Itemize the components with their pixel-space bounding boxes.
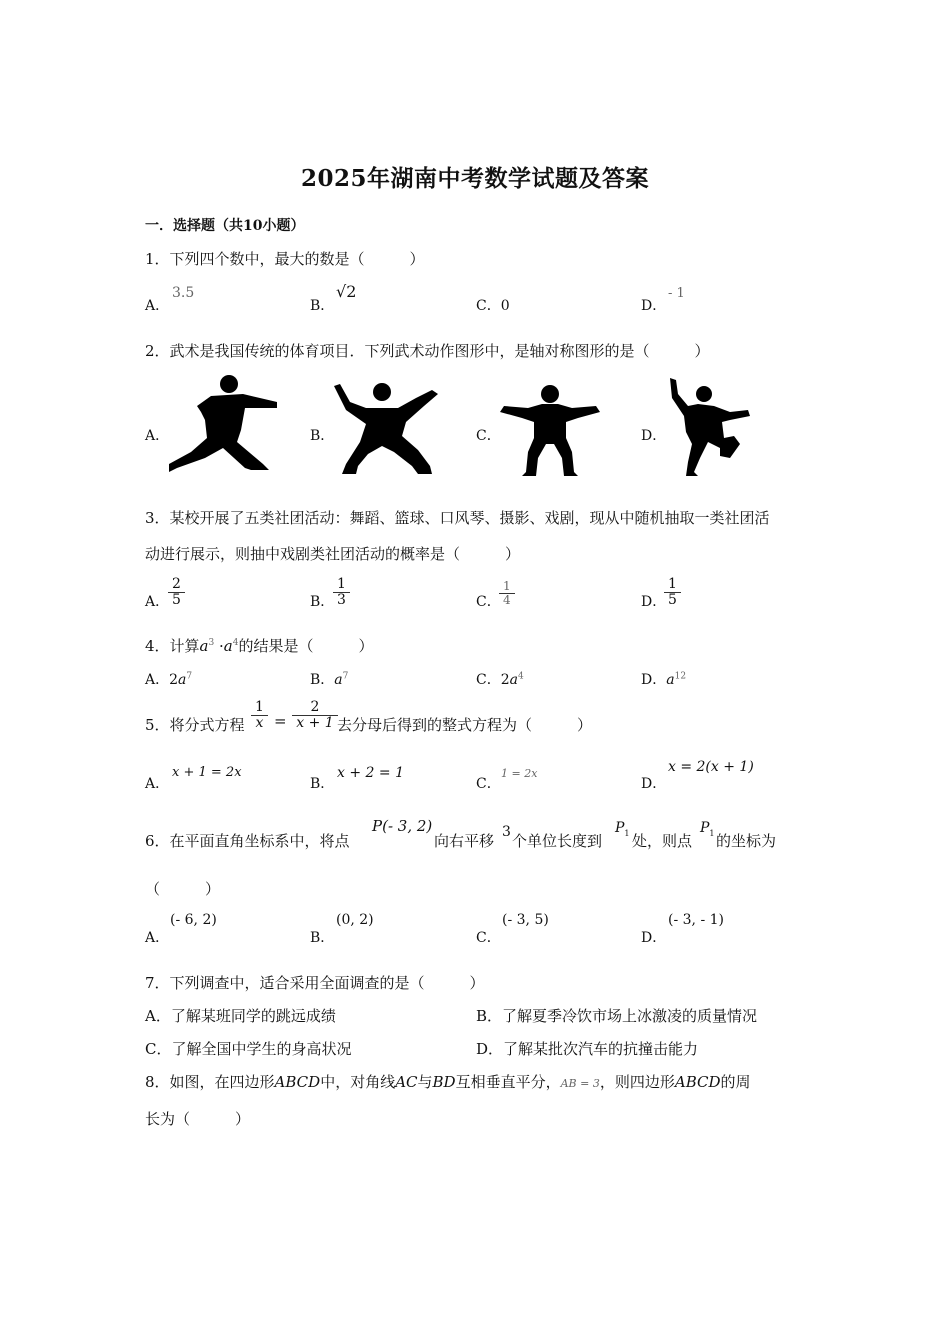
q5-left-denominator: x bbox=[255, 715, 264, 731]
q4-exponent-1: 3 bbox=[208, 638, 215, 648]
q6-post-text: 的坐标为 bbox=[716, 832, 777, 850]
martial-arts-figure-a bbox=[165, 372, 280, 474]
q3-d-denominator: 5 bbox=[668, 592, 677, 608]
q6-p1b-subscript: 1 bbox=[709, 828, 715, 838]
q3-b-label: B． bbox=[310, 594, 335, 610]
q4-c-label: C． bbox=[476, 672, 501, 688]
q1-b-label: B． bbox=[310, 298, 335, 314]
q8-pre-text: 8．如图，在四边形 bbox=[145, 1073, 275, 1091]
q4-option-c[interactable] bbox=[476, 669, 524, 689]
q6-p1-subscript: 1 bbox=[624, 828, 630, 838]
q4-post-text: 的结果是（ ） bbox=[238, 637, 374, 655]
q8-post-text: 的周 bbox=[720, 1073, 751, 1091]
q6-p1b-label bbox=[700, 820, 715, 838]
q8-diagonal-bd: BD bbox=[432, 1073, 456, 1091]
q3-a-label: A． bbox=[145, 594, 170, 610]
q5-a-value: x + 1 = 2x bbox=[172, 765, 242, 780]
q8-side-ab: AB = 3 bbox=[560, 1077, 600, 1090]
q1-d-label: D． bbox=[641, 298, 667, 314]
q3-d-fraction bbox=[666, 577, 679, 608]
q3-b-denominator: 3 bbox=[337, 592, 346, 608]
q6-pre-text: 6．在平面直角坐标系中，将点 bbox=[145, 832, 350, 850]
q4-base-1: a bbox=[199, 637, 209, 655]
q3-c-numerator: 1 bbox=[503, 579, 511, 593]
q6-p1-letter: P bbox=[615, 820, 625, 836]
q6-p1-label bbox=[615, 820, 630, 838]
q6-mid-text-1: 向右平移 bbox=[434, 832, 495, 850]
q5-option-c[interactable]: C． bbox=[476, 776, 501, 792]
q1-a-value: 3.5 bbox=[172, 285, 195, 301]
q3-d-numerator: 1 bbox=[668, 576, 677, 592]
question-4-stem bbox=[145, 635, 373, 656]
q3-c-denominator: 4 bbox=[503, 593, 511, 607]
q8-quad-name-2: ABCD bbox=[674, 1073, 721, 1091]
q6-option-d[interactable]: D． bbox=[641, 930, 667, 946]
section-heading: 一．选择题（共10小题） bbox=[145, 218, 305, 234]
q7-option-b[interactable]: B．了解夏季冷饮市场上冰激凌的质量情况 bbox=[476, 1007, 758, 1025]
q4-option-b[interactable] bbox=[310, 669, 348, 689]
q1-option-b[interactable] bbox=[310, 295, 334, 315]
q3-option-b[interactable] bbox=[310, 591, 334, 611]
q4-d-var: a bbox=[666, 672, 675, 688]
q5-pre-text: 5．将分式方程 bbox=[145, 716, 245, 734]
q1-option-d[interactable] bbox=[641, 295, 666, 315]
question-3-stem-line2: 动进行展示，则抽中戏剧类社团活动的概率是（ ） bbox=[145, 545, 521, 563]
q3-a-numerator: 2 bbox=[172, 576, 181, 592]
page-title: 2025年湖南中考数学试题及答案 bbox=[300, 165, 649, 192]
q2-option-b[interactable]: B． bbox=[310, 428, 335, 444]
q1-option-c[interactable]: C．0 bbox=[476, 298, 510, 314]
q3-d-label: D． bbox=[641, 594, 667, 610]
q4-option-d[interactable] bbox=[641, 669, 686, 689]
q3-a-fraction bbox=[170, 577, 183, 608]
q4-dot: · bbox=[214, 637, 224, 655]
q8-mid-text-2: 与 bbox=[417, 1073, 433, 1091]
martial-arts-figure-b bbox=[332, 380, 440, 476]
q5-right-fraction bbox=[292, 700, 338, 731]
q4-b-exp: 7 bbox=[342, 671, 349, 682]
q6-mid-text-2: 个单位长度到 bbox=[512, 832, 603, 850]
q4-option-a[interactable] bbox=[145, 669, 192, 689]
martial-arts-figure-d bbox=[664, 376, 752, 478]
q8-diagonal-ac: AC bbox=[395, 1073, 418, 1091]
q5-d-value: x = 2(x + 1) bbox=[668, 759, 754, 775]
q4-pre-text: 4．计算 bbox=[145, 637, 200, 655]
q4-c-exp: 4 bbox=[518, 671, 524, 682]
question-2-stem: 2．武术是我国传统的体育项目．下列武术动作图形中，是轴对称图形的是（ ） bbox=[145, 342, 710, 360]
q7-option-d[interactable]: D．了解某批次汽车的抗撞击能力 bbox=[476, 1040, 699, 1058]
q4-a-exp: 7 bbox=[186, 671, 193, 682]
q1-d-value: - 1 bbox=[668, 286, 685, 301]
q1-option-a[interactable] bbox=[145, 295, 169, 315]
q4-a-var: a bbox=[178, 672, 187, 688]
q3-b-fraction bbox=[335, 577, 348, 608]
q7-option-a[interactable]: A．了解某班同学的跳远成绩 bbox=[145, 1007, 336, 1025]
q5-option-d[interactable]: D． bbox=[641, 776, 667, 792]
q8-mid-text-4: ，则四边形 bbox=[599, 1073, 675, 1091]
q3-option-d[interactable] bbox=[641, 591, 666, 611]
q3-option-c[interactable] bbox=[476, 591, 501, 611]
question-1-stem: 1．下列四个数中，最大的数是（ ） bbox=[145, 250, 425, 268]
q2-option-c[interactable]: C． bbox=[476, 428, 501, 444]
q6-option-b[interactable]: B． bbox=[310, 930, 335, 946]
q2-option-a[interactable]: A． bbox=[145, 428, 170, 444]
q6-option-c[interactable]: C． bbox=[476, 930, 501, 946]
martial-arts-figure-c bbox=[498, 382, 602, 478]
q8-quad-name: ABCD bbox=[274, 1073, 321, 1091]
q4-c-var: a bbox=[509, 672, 518, 688]
question-7-stem: 7．下列调查中，适合采用全面调查的是（ ） bbox=[145, 974, 485, 992]
q6-units: 3 bbox=[502, 824, 511, 840]
q4-a-coef: 2 bbox=[169, 672, 179, 688]
q1-a-label: A． bbox=[145, 298, 170, 314]
q2-option-d[interactable]: D． bbox=[641, 428, 667, 444]
q5-left-fraction bbox=[253, 700, 266, 731]
q5-b-value: x + 2 = 1 bbox=[337, 765, 404, 781]
q3-c-fraction bbox=[501, 580, 513, 607]
q4-d-label: D． bbox=[641, 672, 667, 688]
q4-base-2: a bbox=[223, 637, 233, 655]
q5-post-text: 去分母后得到的整式方程为（ ） bbox=[337, 716, 593, 734]
q6-a-value: (- 6, 2) bbox=[170, 912, 217, 928]
question-8-stem-line1 bbox=[145, 1071, 751, 1092]
q6-option-a[interactable]: A． bbox=[145, 930, 170, 946]
q3-option-a[interactable] bbox=[145, 591, 169, 611]
q5-equals: = bbox=[274, 712, 287, 730]
q3-c-label: C． bbox=[476, 594, 501, 610]
q6-point-p: P(- 3, 2) bbox=[372, 817, 433, 835]
q6-mid-text-3: 处，则点 bbox=[632, 832, 693, 850]
q4-c-coef: 2 bbox=[500, 672, 510, 688]
q5-right-denominator: x + 1 bbox=[296, 715, 334, 731]
q4-exponent-2: 4 bbox=[232, 638, 239, 648]
q4-a-label: A． bbox=[145, 672, 170, 688]
q6-c-value: (- 3, 5) bbox=[502, 912, 549, 928]
q5-left-numerator: 1 bbox=[255, 699, 264, 715]
question-3-stem-line1: 3．某校开展了五类社团活动：舞蹈、篮球、口风琴、摄影、戏剧，现从中随机抽取一类社团活 bbox=[145, 509, 770, 527]
q5-c-value: 1 = 2x bbox=[501, 767, 538, 780]
q3-b-numerator: 1 bbox=[337, 576, 346, 592]
q8-mid-text-1: 中，对角线 bbox=[320, 1073, 396, 1091]
q6-b-value: (0, 2) bbox=[336, 912, 374, 928]
q5-option-b[interactable]: B． bbox=[310, 776, 335, 792]
q3-a-denominator: 5 bbox=[172, 592, 181, 608]
q1-b-value: √2 bbox=[336, 282, 357, 301]
q5-option-a[interactable]: A． bbox=[145, 776, 170, 792]
q4-b-label: B． bbox=[310, 672, 335, 688]
q8-mid-text-3: 互相垂直平分， bbox=[455, 1073, 561, 1091]
q5-right-numerator: 2 bbox=[310, 699, 320, 715]
q6-paren: （ ） bbox=[145, 880, 221, 898]
q6-p1b-letter: P bbox=[700, 820, 710, 836]
q4-d-exp: 12 bbox=[674, 671, 687, 682]
q7-option-c[interactable]: C．了解全国中学生的身高状况 bbox=[145, 1040, 352, 1058]
q6-d-value: (- 3, - 1) bbox=[668, 912, 724, 928]
q4-b-var: a bbox=[334, 672, 343, 688]
question-8-stem-line2: 长为（ ） bbox=[145, 1110, 251, 1128]
